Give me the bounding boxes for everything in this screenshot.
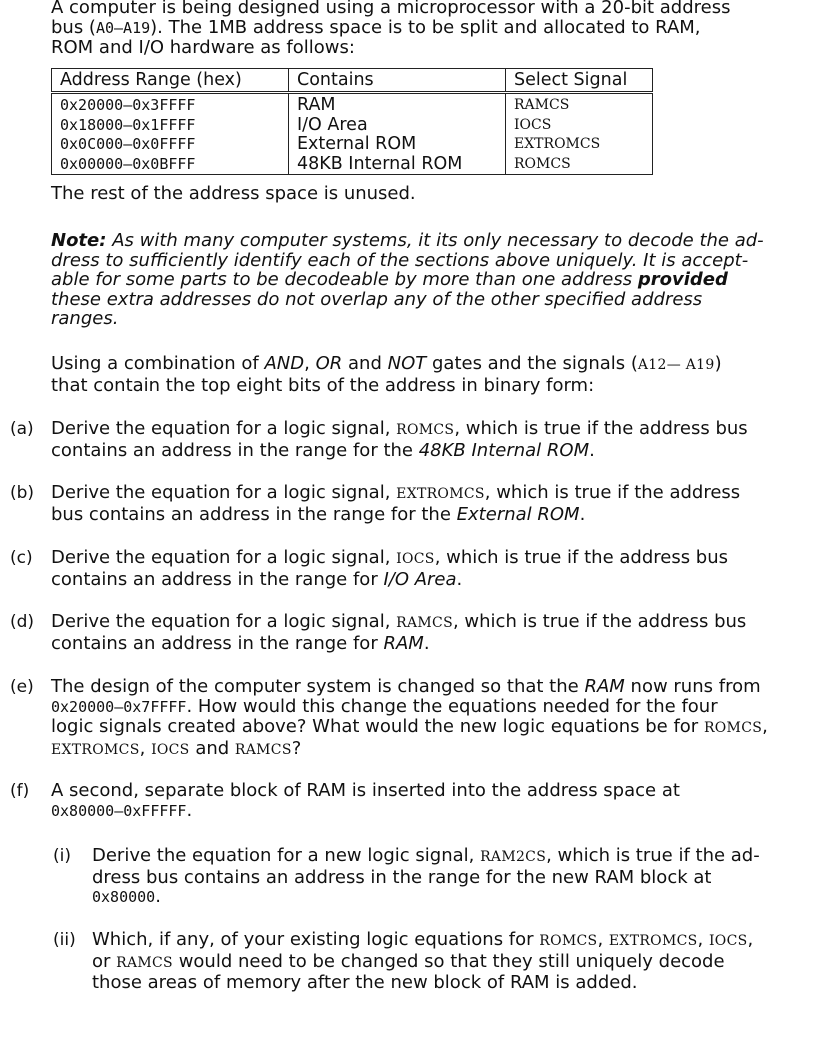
cell-signal: RAMCS [506,93,653,116]
question-d-label: (d) [10,612,35,632]
cell-signal: EXTROMCS [506,135,653,155]
question-a: Derive the equation for a logic signal, ROMCS, which is true if the address bus contains an address in the range for the 48KB Internal ROM. [51,418,748,461]
cell-contains: 48KB Internal ROM [289,155,506,175]
question-c: Derive the equation for a logic signal, IOCS, which is true if the address bus contains an address in the range for I/O Area. [51,547,729,590]
emphasis-provided: provided [637,269,728,290]
cell-range: 0x18000–0x1FFFF [52,116,289,136]
cell-signal: ROMCS [506,155,653,175]
intro-paragraph [51,0,824,58]
table-header-row [52,69,653,93]
note-paragraph: Note: As with many computer systems, it its only necessary to decode the ad- dress to sufficiently identify each of the sections above uniquely. It is accept- able for some parts to be decodeable by more than one address provided these extra addresses do not overlap any of the other specified address ranges. [51,230,764,329]
cell-signal: IOCS [506,116,653,136]
question-b: Derive the equation for a logic signal, EXTROMCS, which is true if the address bus contains an address in the range for the External ROM. [51,482,741,525]
address-bus-signals: A0–A19 [95,18,151,37]
table-row [52,116,653,136]
cell-range: 0x0C000–0x0FFFF [52,135,289,155]
question-f-i: Derive the equation for a new logic signal, RAM2CS, which is true if the ad- dress bus contains an address in the range for the new RAM block at 0x80000. [92,845,760,907]
question-f: A second, separate block of RAM is inserted into the address space at 0x80000–0xFFFFF. [51,780,680,821]
header-select-signal: Select Signal [506,69,653,93]
intro-line-2: bus (A0–A19). The 1MB address space is to be split and allocated to RAM, [51,16,701,38]
header-contains: Contains [289,69,506,93]
note-label: Note: [51,230,107,251]
table-row [52,155,653,175]
question-d: Derive the equation for a logic signal, RAMCS, which is true if the address bus contains an address in the range for RAM. [51,611,747,654]
question-f-i-label: (i) [53,846,71,866]
cell-contains: I/O Area [289,116,506,136]
question-f-ii-label: (ii) [53,930,76,950]
question-c-label: (c) [10,548,33,568]
question-a-label: (a) [10,419,34,439]
table-row [52,93,653,116]
cell-range: 0x00000–0x0BFFF [52,155,289,175]
address-map-table [51,68,653,175]
cell-range: 0x20000–0x3FFFF [52,93,289,116]
signal-range: A12— A19 [637,357,715,373]
cell-contains: External ROM [289,135,506,155]
header-address-range: Address Range (hex) [52,69,289,93]
cell-contains: RAM [289,93,506,116]
intro-line-1: A computer is being designed using a microprocessor with a 20-bit address [51,0,731,18]
intro-line-3: ROM and I/O hardware as follows: [51,37,355,58]
question-e-label: (e) [10,677,34,697]
question-f-ii: Which, if any, of your existing logic equations for ROMCS, EXTROMCS, IOCS, or RAMCS would need to be changed so that they still uniquely decode those areas of memory after the new block of RAM is added. [92,929,754,993]
instructions-paragraph: Using a combination of AND, OR and NOT gates and the signals (A12— A19) that contain the top eight bits of the address in binary form: [51,353,722,396]
question-b-label: (b) [10,483,35,503]
table-row [52,135,653,155]
question-f-label: (f) [10,781,30,801]
unused-note: The rest of the address space is unused. [51,183,416,204]
question-e: The design of the computer system is changed so that the RAM now runs from 0x20000–0x7FFFF. How would this change the equations needed for the four logic signals created above? What would the new logic equations be for ROMCS, EXTROMCS, IOCS and RAMCS? [51,676,768,759]
